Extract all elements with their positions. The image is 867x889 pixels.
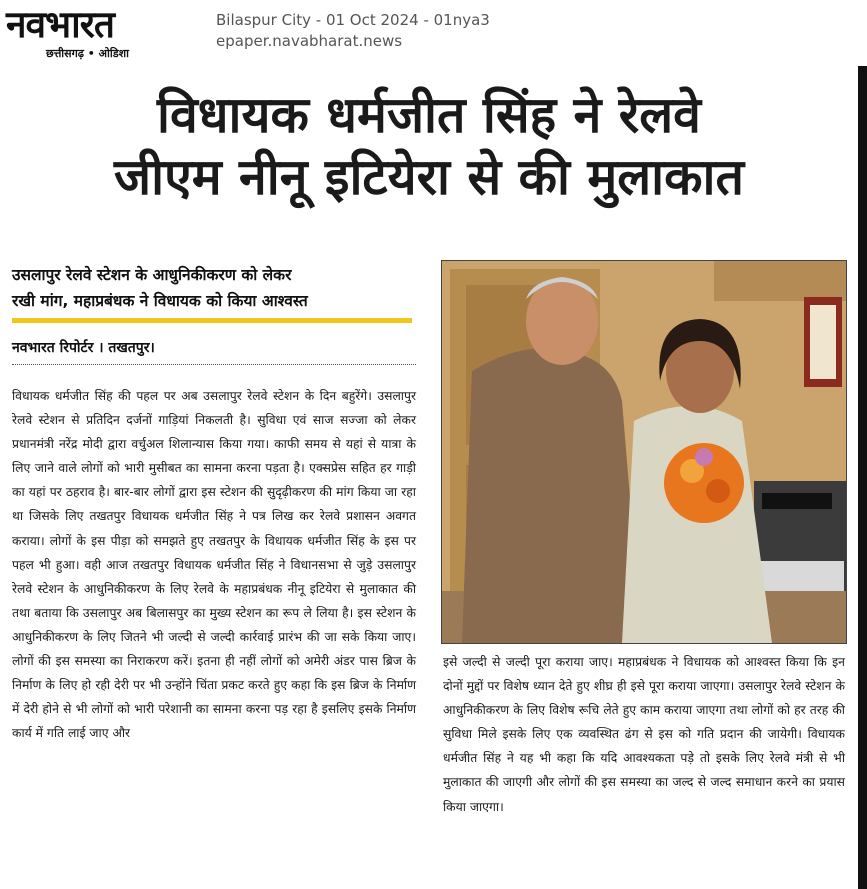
- photo-illustration: [442, 261, 846, 643]
- flower-2: [706, 479, 730, 503]
- edition-line: Bilaspur City - 01 Oct 2024 - 01nya3: [216, 11, 490, 29]
- headline: [0, 84, 858, 208]
- man-kurta: [462, 349, 642, 644]
- desk-phone-icon: [762, 493, 832, 509]
- emblem-icon: [810, 305, 836, 379]
- newspaper-logo[interactable]: [6, 4, 196, 62]
- headline-line-2: जीएम नीनू इटियेरा से की मुलाकात: [114, 148, 744, 206]
- byline: नवभारत रिपोर्टर । तखतपुर।: [12, 340, 155, 356]
- subheadline: [12, 262, 412, 314]
- yellow-divider: [12, 318, 412, 323]
- dotted-divider: [12, 364, 416, 365]
- masthead-bar: [0, 0, 867, 64]
- site-url[interactable]: epaper.navabharat.news: [216, 32, 403, 50]
- subhead-line-1: उसलापुर रेलवे स्टेशन के आधुनिकीकरण को लेकर: [12, 266, 292, 284]
- article-column-left: [12, 384, 416, 745]
- body-text-right: इसे जल्दी से जल्दी पूरा कराया जाए। महाप्रबंधक ने विधायक को आश्वस्त किया कि इन दोनों मुद्दों पर विशेष ध्यान देते हुए शीघ्र ही इसे पूरा कराया जाएगा। उसलापुर रेलवे स्टेशन के आधुनिकीकरण के लिए विशेष रूचि लेते हुए काम कराया जाएगा तथा लोगों को हर तरह की सुविधा मिले इसके लिए एक व्यवस्थित ढंग से इस को गति प्रदान की जायेगी। विधायक धर्मजीत सिंह ने यह भी कहा कि यदि आवश्यकता पड़े तो इसके लिए रेलवे मंत्री से भी मुलाकात की जाएगी और लोगों की इस समस्या का जल्द से जल्द समाधान करने का प्रयास किया जाएगा।: [443, 655, 845, 814]
- headline-line-1: विधायक धर्मजीत सिंह ने रेलवे: [157, 86, 701, 144]
- subhead-line-2: रखी मांग, महाप्रबंधक ने विधायक को किया आश्वस्त: [12, 292, 308, 310]
- body-text-left: विधायक धर्मजीत सिंह की पहल पर अब उसलापुर रेलवे स्टेशन के दिन बहुरेंगे। उसलापुर रेलवे स्टेशन से प्रतिदिन दर्जनों गाड़ियां निकलती है। सुविधा एवं साज सज्जा को लेकर प्रधानमंत्री नरेंद्र मोदी द्वारा वर्चुअल शिलान्यास किया गया। काफी समय से यहां से यात्रा के लिए जाने वाले लोगों को भारी मुसीबत का सामना करना पड़ता है। एक्सप्रेस सहित हर गाड़ी का यहां पर ठहराव है। बार-बार लोगों द्वारा इस स्टेशन की सुदृढ़ीकरण की मांग किया जा रहा था जिसके लिए तखतपुर विधायक धर्मजीत सिंह ने पत्र लिख कर रेलवे प्रशासन अवगत कराया। लोगों के इस पीड़ा को समझते हुए तखतपुर के विधायक धर्मजीत सिंह के इस पर पहल भी हुआ। वही आज तखतपुर विधायक धर्मजीत सिंह ने विधानसभा से जुड़े उसलापुर रेलवे स्टेशन के आधुनिकीकरण के लिए रेलवे के महाप्रबंधक नीनू इटियेरा से मुलाकात की तथा बताया कि उसलापुर अब बिलासपुर का मुख्य स्टेशन का रूप ले लिया है। इस स्टेशन के आधुनिकीकरण के लिए जितने भी जल्दी से जल्दी कार्रवाई प्रारंभ की जा सके किया जाए। लोगों की इस समस्या का निराकरण करें। इतना ही नहीं लोगों को अमेरी अंडर पास ब्रिज के निर्माण के लिए हो रही देरी पर भी उन्होंने चिंता प्रकट करते हुए कहा कि इस ब्रिज के निर्माण में देरी होने से भी लोगों को भारी परेशानी का सामना करना पड़ रहा है इसलिए इसके निर्माण कार्य में गति लाई जाए और: [12, 389, 416, 741]
- newspaper-clipping: [0, 66, 867, 889]
- edition-info: [216, 10, 490, 52]
- wall-frame-top: [714, 261, 846, 301]
- article-photo: [441, 260, 847, 644]
- logo-subtext: छत्तीसगढ़ • ओडिशा: [46, 47, 129, 60]
- flower-3: [695, 448, 713, 466]
- article-column-right: [443, 650, 845, 819]
- logo-text: नवभारत: [6, 2, 114, 46]
